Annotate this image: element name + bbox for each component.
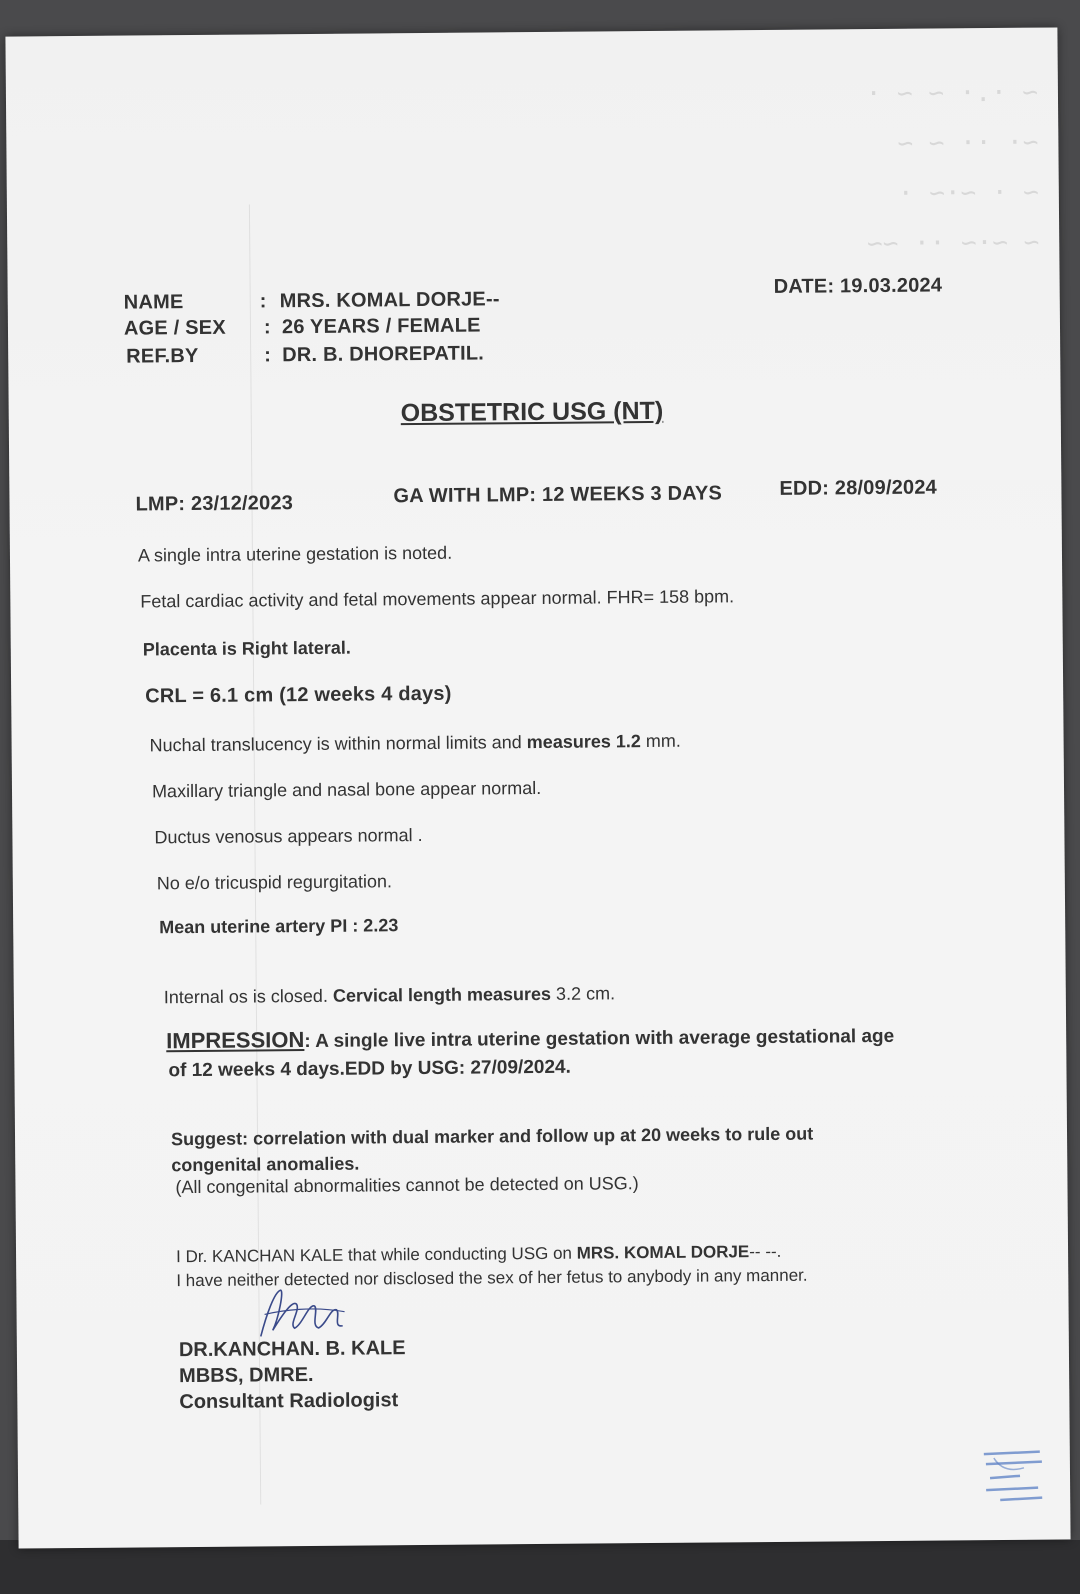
finding-uterine-artery: Mean uterine artery PI : 2.23 (159, 915, 399, 938)
ref-by-separator: : (264, 344, 272, 367)
edd-value: EDD: 28/09/2024 (779, 476, 938, 500)
ga-with-lmp: GA WITH LMP: 12 WEEKS 3 DAYS (393, 482, 723, 508)
background-surface (0, 1540, 1080, 1594)
name-label: NAME (123, 291, 184, 314)
reverse-side-bleed-through: ~ ·.· ~ ~ · ~· ·· ~ ~ ~ · ~·~ · ~ ~·~ ·· ~~ (865, 77, 1040, 260)
signatory-title: Consultant Radiologist (179, 1389, 399, 1414)
finding-placenta: Placenta is Right lateral. (142, 637, 351, 660)
nuchal-measure: measures 1.2 (526, 731, 641, 753)
nuchal-unit: mm. (640, 730, 681, 752)
cervix-value: 3.2 cm. (550, 983, 616, 1004)
signatory-name: DR.KANCHAN. B. KALE (178, 1337, 406, 1362)
age-sex-label: AGE / SEX (123, 316, 226, 340)
declaration-line-2: I have neither detected nor disclosed the sex of her fetus to anybody in any manner. (176, 1265, 808, 1291)
declaration-patient: MRS. KOMAL DORJE (576, 1242, 750, 1263)
cervix-text: Internal os is closed. (163, 985, 333, 1008)
report-date: DATE: 19.03.2024 (773, 274, 943, 298)
finding-crl: CRL = 6.1 cm (12 weeks 4 days) (145, 682, 452, 708)
cervix-length-label: Cervical length measures (332, 983, 552, 1006)
lmp-value: LMP: 23/12/2023 (135, 492, 294, 516)
declaration-dashes: -- --. (749, 1241, 782, 1262)
report-title: OBSTETRIC USG (NT) (400, 396, 664, 428)
age-sex-separator: : (263, 316, 271, 339)
age-sex-value: 26 YEARS / FEMALE (281, 314, 481, 339)
suggest-line-1: Suggest: correlation with dual marker and follow up at 20 weeks to rule out (170, 1123, 814, 1150)
finding-maxillary: Maxillary triangle and nasal bone appear normal. (151, 777, 542, 802)
impression-label: IMPRESSION (166, 1027, 305, 1054)
finding-cervix (164, 983, 615, 1008)
finding-ductus: Ductus venosus appears normal . (154, 825, 423, 848)
declaration-line-1 (176, 1242, 781, 1267)
impression-line-2: of 12 weeks 4 days.EDD by USG: 27/09/2024. (168, 1056, 571, 1082)
signatory-degree: MBBS, DMRE. (179, 1363, 314, 1388)
report-paper (5, 27, 1070, 1548)
nuchal-text: Nuchal translucency is within normal limits and (149, 732, 527, 756)
suggest-note: (All congenital abnormalities cannot be detected on USG.) (175, 1173, 639, 1198)
impression-text-1: A single live intra uterine gestation with average gestational age (310, 1025, 895, 1052)
suggest-line-2: congenital anomalies. (171, 1153, 360, 1176)
ref-by-label: REF.BY (126, 344, 199, 368)
finding-cardiac: Fetal cardiac activity and fetal movements appear normal. FHR= 158 bpm. (140, 586, 735, 612)
finding-tricuspid: No e/o tricuspid regurgitation. (156, 871, 393, 894)
finding-gestation: A single intra uterine gestation is noted. (137, 542, 453, 566)
impression-line-1 (166, 1021, 894, 1057)
ink-stamp-mark (980, 1448, 1047, 1509)
impression-colon: : (304, 1030, 311, 1053)
declaration-text: I Dr. KANCHAN KALE that while conducting USG on (175, 1243, 577, 1267)
finding-nuchal (150, 731, 681, 757)
patient-name: MRS. KOMAL DORJE-- (279, 288, 500, 313)
name-separator: : (259, 290, 267, 313)
ref-by-value: DR. B. DHOREPATIL. (282, 342, 485, 367)
